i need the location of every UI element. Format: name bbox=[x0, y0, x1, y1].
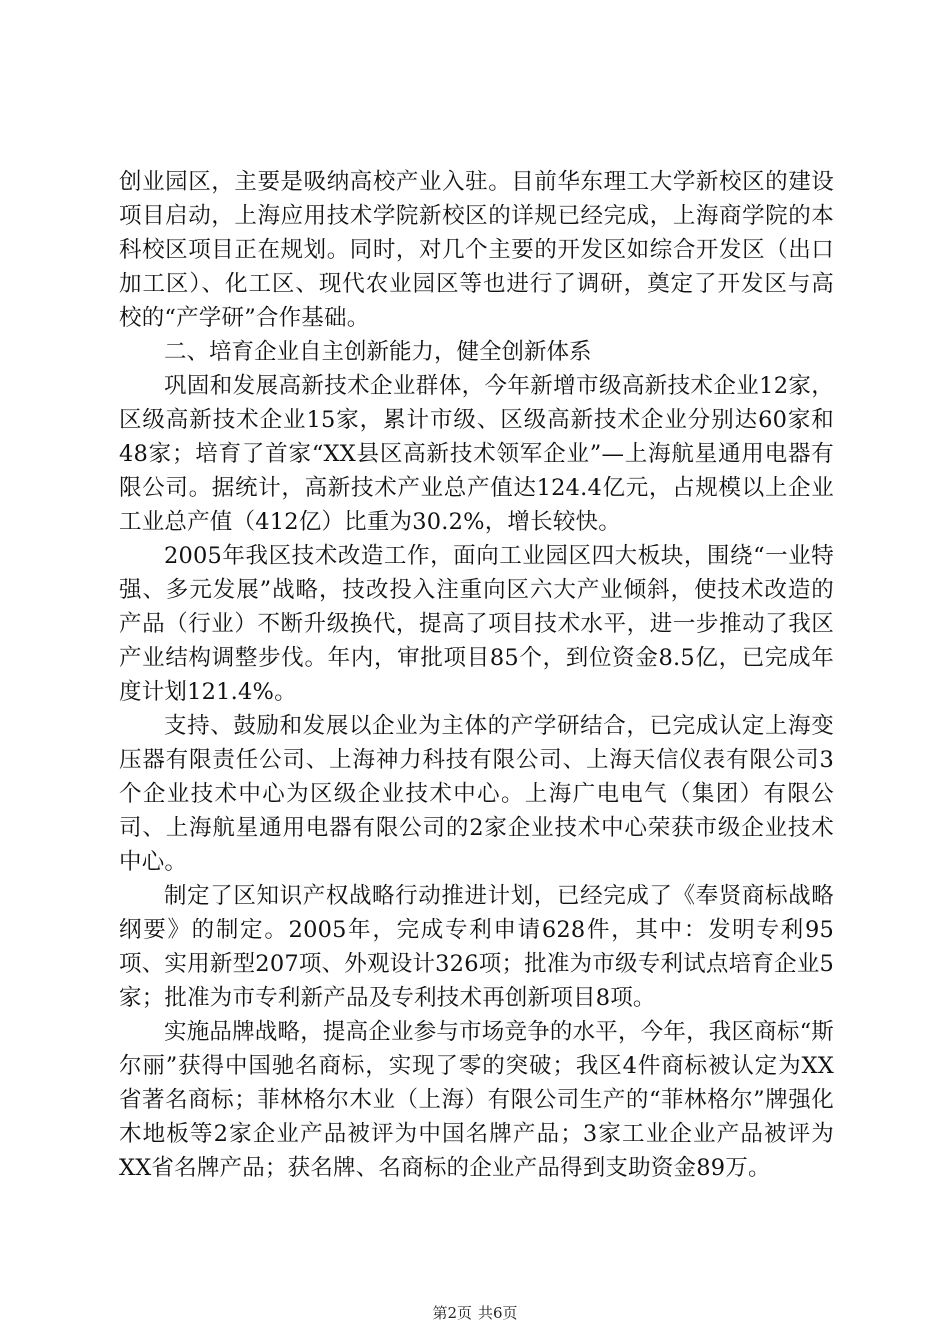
paragraph-continuation: 创业园区，主要是吸纳高校产业入驻。目前华东理工大学新校区的建设项目启动，上海应用技术学院新校区的详规已经完成，上海商学院的本科校区项目正在规划。同时，对几个主要的开发区如综合开发区（出口加工区）、化工区、现代农业园区等也进行了调研，奠定了开发区与高校的“产学研”合作基础。 bbox=[119, 169, 834, 331]
page-number: 第2页 bbox=[432, 1304, 472, 1322]
paragraph-brand-strategy: 实施品牌战略，提高企业参与市场竞争的水平，今年，我区商标“斯尔丽”获得中国驰名商标，实现了零的突破；我区4件商标被认定为XX省著名商标；菲林格尔木业（上海）有限公司生产的“菲林格尔”牌强化木地板等2家企业产品被评为中国名牌产品；3家工业企业产品被评为XX省名牌产品；获名牌、名商标的企业产品得到支助资金89万。 bbox=[119, 1019, 835, 1181]
paragraph-intellectual-property: 制定了区知识产权战略行动推进计划，已经完成了《奉贤商标战略纲要》的制定。2005年，完成专利申请628件，其中：发明专利95项、实用新型207项、外观设计326项；批准为市级专利试点培育企业5家；批准为市专利新产品及专利技术再创新项目8项。 bbox=[119, 883, 834, 1011]
paragraph-tech-upgrade: 2005年我区技术改造工作，面向工业园区四大板块，围绕“一业特强、多元发展”战略，技改投入注重向区六大产业倾斜，使技术改造的产品（行业）不断升级换代，提高了项目技术水平，进一步推动了我区产业结构调整步伐。年内，审批项目85个，到位资金8.5亿，已完成年度计划121.4%。 bbox=[119, 543, 834, 705]
section-heading: 二、培育企业自主创新能力，健全创新体系 bbox=[164, 339, 592, 365]
document-body bbox=[119, 165, 834, 1185]
paragraph-hightech-enterprises: 巩固和发展高新技术企业群体，今年新增市级高新技术企业12家，区级高新技术企业15家，累计市级、区级高新技术企业分别达60家和48家；培育了首家“XX县区高新技术领军企业”—上海航星通用电器有限公司。据统计，高新技术产业总产值达124.4亿元，占规模以上企业工业总产值（412亿）比重为30.2%，增长较快。 bbox=[119, 373, 834, 535]
page-footer bbox=[0, 1303, 950, 1323]
paragraph-tech-centers: 支持、鼓励和发展以企业为主体的产学研结合，已完成认定上海变压器有限责任公司、上海神力科技有限公司、上海天信仪表有限公司3个企业技术中心为区级企业技术中心。上海广电电气（集团）有限公司、上海航星通用电器有限公司的2家企业技术中心荣获市级企业技术中心。 bbox=[119, 713, 834, 875]
page-total: 共6页 bbox=[478, 1304, 518, 1322]
